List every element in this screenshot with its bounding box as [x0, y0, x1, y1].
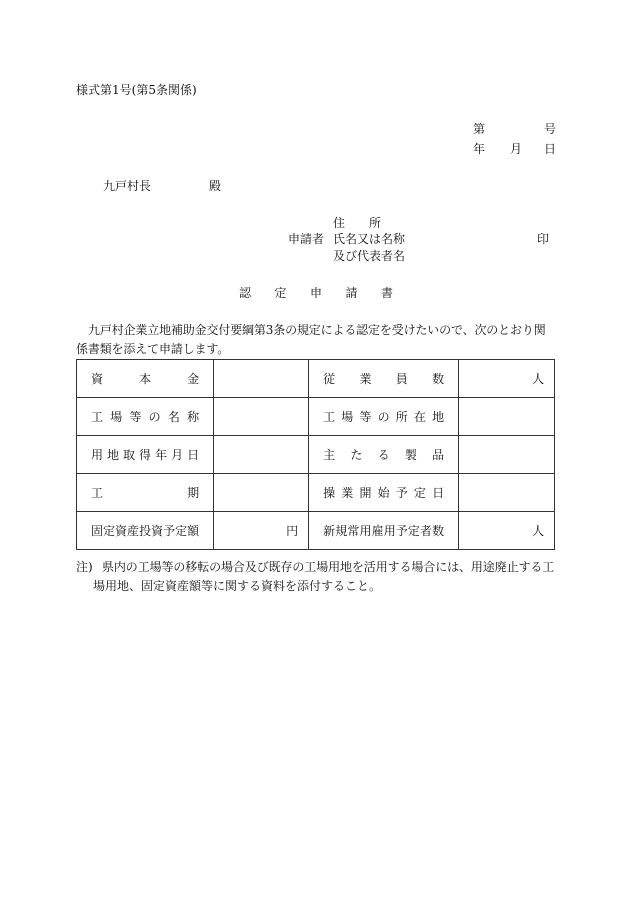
table-row [77, 512, 555, 550]
applicant-label: 申請者 [288, 232, 325, 246]
row-value-left[interactable] [214, 360, 309, 398]
document-number-suffix: 号 [544, 122, 557, 136]
row-label-right: 新 規 常 用 雇 用 予 定 者 数 [309, 512, 459, 550]
row-label-left: 工 期 [77, 474, 214, 512]
row-label-left: 用 地 取 得 年 月 日 [77, 436, 214, 474]
row-label-right: 主 た る 製 品 [309, 436, 459, 474]
applicant-address-label: 住 所 [333, 216, 382, 230]
row-value-left[interactable]: 円 [214, 512, 309, 550]
row-label-right: 工 場 等 の 所 在 地 [309, 398, 459, 436]
note-line-2: 場用地、固定資産額等に関する資料を添付すること。 [93, 579, 382, 593]
form-number: 様式第1号(第5条関係) [76, 83, 197, 97]
row-value-right[interactable]: 人 [459, 512, 555, 550]
table-row [77, 360, 555, 398]
row-value-left[interactable] [214, 474, 309, 512]
addressee-honorific: 殿 [209, 179, 222, 193]
date-month: 月 [510, 142, 523, 156]
row-label-left: 資 本 金 [77, 360, 214, 398]
date-year: 年 [473, 142, 486, 156]
row-label-left: 固 定 資 産 投 資 予 定 額 [77, 512, 214, 550]
applicant-name-label: 氏名又は名称 [333, 232, 406, 246]
note-prefix: 注) [76, 560, 93, 574]
row-value-left[interactable] [214, 436, 309, 474]
note-line-1: 県内の工場等の移転の場合及び既存の工場用地を活用する場合には、用途廃止する工 [102, 560, 555, 574]
applicant-representative-label: 及び代表者名 [333, 249, 406, 263]
body-paragraph: 九戸村企業立地補助金交付要綱第3条の規定による認定を受けたいので、次のとおり関係書類を添えて申請します。 [76, 323, 546, 356]
table-row [77, 398, 555, 436]
table-row [77, 474, 555, 512]
row-value-right[interactable] [459, 474, 555, 512]
row-value-right[interactable]: 人 [459, 360, 555, 398]
document-title: 認 定 申 請 書 [239, 286, 393, 300]
table-row [77, 436, 555, 474]
row-value-right[interactable] [459, 436, 555, 474]
row-label-right: 従 業 員 数 [309, 360, 459, 398]
row-label-right: 操 業 開 始 予 定 日 [309, 474, 459, 512]
addressee-name: 九戸村長 [103, 179, 152, 193]
date-day: 日 [544, 142, 557, 156]
document-number-prefix: 第 [473, 122, 486, 136]
seal-mark: 印 [537, 232, 550, 246]
row-value-right[interactable] [459, 398, 555, 436]
application-details-table [76, 359, 555, 550]
row-value-left[interactable] [214, 398, 309, 436]
row-label-left: 工 場 等 の 名 称 [77, 398, 214, 436]
